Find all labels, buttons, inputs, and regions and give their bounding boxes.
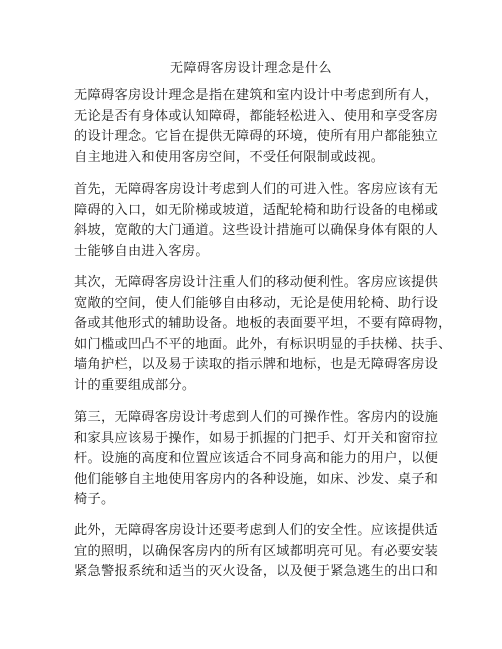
text-line: 此外，无障碍客房设计还要考虑到人们的安全性。应该提供适 — [74, 523, 439, 538]
text-line: 斜坡，宽敞的大门通道。这些设计措施可以确保身体有限的人 — [74, 223, 439, 239]
text-line: 墙角护栏，以及易于读取的指示牌和地标，也是无障碍客房设 — [74, 357, 439, 373]
text-line: 椅子。 — [74, 492, 115, 508]
text-line: 备或其他形式的辅助设备。地板的表面要平坦，不要有障碍物， — [74, 316, 452, 332]
text-line: 第三，无障碍客房设计考虑到人们的可操作性。客房内的设施 — [74, 410, 439, 425]
text-line: 自主地进入和使用客房空间，不受任何限制或歧视。 — [74, 149, 385, 165]
paragraph-operability — [74, 408, 439, 511]
text-line: 和家具应该易于操作，如易于抓握的门把手、灯开关和窗帘拉 — [74, 430, 439, 446]
text-line: 其次，无障碍客房设计注重人们的移动便利性。客房应该提供 — [74, 275, 439, 290]
text-line: 计的重要组成部分。 — [74, 377, 196, 393]
text-line: 的设计理念。它旨在提供无障碍的环境，使所有用户都能独立 — [74, 129, 439, 145]
text-line: 无论是否有身体或认知障碍，都能轻松进入、使用和享受客房 — [74, 108, 439, 124]
text-line: 宜的照明，以确保客房内的所有区域都明亮可见。有必要安装 — [74, 543, 439, 559]
text-line: 无障碍客房设计理念是指在建筑和室内设计中考虑到所有人， — [74, 88, 439, 103]
text-line: 他们能够自主地使用客房内的各种设施，如床、沙发、桌子和 — [74, 471, 439, 487]
text-line: 首先，无障碍客房设计考虑到人们的可进入性。客房应该有无 — [74, 182, 439, 197]
paragraph-intro — [74, 86, 439, 168]
paragraph-mobility — [74, 273, 452, 397]
text-line: 紧急警报系统和适当的灭火设备，以及便于紧急逃生的出口和 — [74, 564, 439, 580]
text-line: 如门槛或凹凸不平的地面。此外，有标识明显的手扶梯、扶手、 — [74, 336, 452, 352]
text-line: 宽敞的空间，使人们能够自由移动，无论是使用轮椅、助行设 — [74, 295, 439, 311]
paragraph-accessibility — [74, 180, 439, 262]
document-title: 无障碍客房设计理念是什么 — [169, 61, 332, 76]
text-line: 杆。设施的高度和位置应该适合不同身高和能力的用户，以便 — [74, 451, 439, 467]
text-line: 士能够自由进入客房。 — [74, 243, 209, 259]
text-line: 障碍的入口，如无阶梯或坡道，适配轮椅和助行设备的电梯或 — [74, 202, 439, 218]
paragraph-safety — [74, 521, 439, 583]
